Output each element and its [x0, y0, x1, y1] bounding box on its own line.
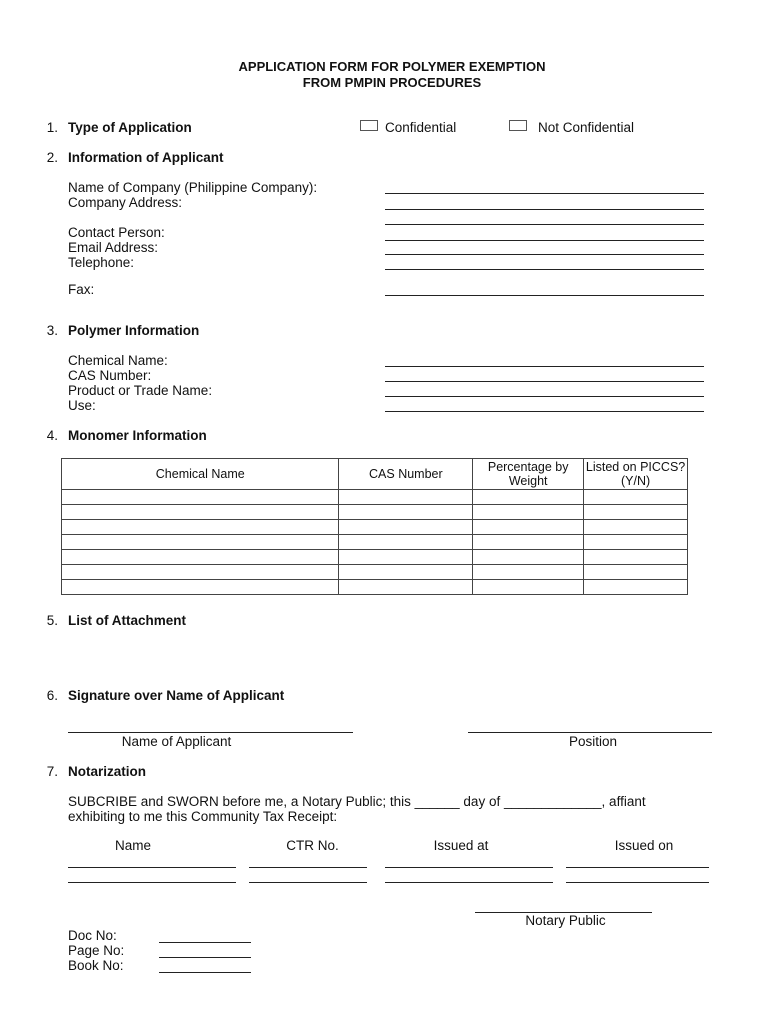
fax-field[interactable] [385, 295, 704, 296]
telephone-field[interactable] [385, 269, 704, 270]
monomer-table-header [62, 459, 688, 490]
contact-person-field[interactable] [385, 240, 704, 241]
table-row [62, 565, 688, 580]
book-no-field[interactable] [159, 972, 251, 973]
table-cell[interactable] [339, 505, 473, 520]
section4-number: 4. [46, 428, 58, 443]
company-address-field-2[interactable] [385, 224, 704, 225]
section2-number: 2. [46, 150, 58, 165]
table-cell[interactable] [62, 565, 339, 580]
table-row [62, 520, 688, 535]
table-row [62, 580, 688, 595]
section5-number: 5. [46, 613, 58, 628]
col-cas-number: CAS Number [339, 459, 473, 490]
table-cell[interactable] [62, 535, 339, 550]
table-cell[interactable] [473, 580, 584, 595]
ctr-number-header: CTR No. [286, 838, 339, 853]
chemical-name-label: Chemical Name: [68, 353, 168, 368]
col-percentage: Percentage by Weight [473, 459, 584, 490]
table-cell[interactable] [473, 535, 584, 550]
ctr-issued-at-field[interactable] [385, 867, 553, 868]
table-cell[interactable] [339, 580, 473, 595]
table-cell[interactable] [339, 490, 473, 505]
col-listed-piccs: Listed on PICCS? (Y/N) [584, 459, 688, 490]
not-confidential-checkbox[interactable] [509, 120, 527, 131]
position-label: Position [568, 734, 618, 749]
section3-heading: Polymer Information [68, 323, 200, 338]
table-cell[interactable] [339, 535, 473, 550]
form-title-line1: APPLICATION FORM FOR POLYMER EXEMPTION [238, 59, 546, 74]
ctr-issued-at-header: Issued at [433, 838, 489, 853]
applicant-name-signature-line[interactable] [68, 732, 353, 733]
section6-number: 6. [46, 688, 58, 703]
doc-no-field[interactable] [159, 942, 251, 943]
table-row [62, 535, 688, 550]
ctr-issued-at-field-2[interactable] [385, 882, 553, 883]
oath-text-line2: exhibiting to me this Community Tax Receipt: [68, 809, 338, 824]
form-title-line2: FROM PMPIN PROCEDURES [302, 75, 482, 90]
company-address-field[interactable] [385, 209, 704, 210]
telephone-label: Telephone: [68, 255, 135, 270]
table-cell[interactable] [62, 520, 339, 535]
use-label: Use: [68, 398, 96, 413]
table-cell[interactable] [584, 550, 688, 565]
not-confidential-label: Not Confidential [538, 120, 635, 135]
email-field[interactable] [385, 254, 704, 255]
table-cell[interactable] [584, 565, 688, 580]
section1-heading: Type of Application [68, 120, 192, 135]
table-row [62, 490, 688, 505]
ctr-number-field-2[interactable] [249, 882, 367, 883]
book-no-label: Book No: [68, 958, 124, 973]
section1-number: 1. [46, 120, 58, 135]
section2-heading: Information of Applicant [68, 150, 224, 165]
table-cell[interactable] [584, 580, 688, 595]
oath-text-line1: SUBCRIBE and SWORN before me, a Notary Public; this ______ day of _____________, affiant [68, 794, 646, 809]
page-no-label: Page No: [68, 943, 125, 958]
name-of-applicant-label: Name of Applicant [121, 734, 232, 749]
table-row [62, 550, 688, 565]
company-name-field[interactable] [385, 193, 704, 194]
col-chemical-name: Chemical Name [62, 459, 339, 490]
ctr-issued-on-header: Issued on [614, 838, 674, 853]
section7-heading: Notarization [68, 764, 147, 779]
ctr-number-field[interactable] [249, 867, 367, 868]
table-cell[interactable] [584, 535, 688, 550]
table-cell[interactable] [62, 490, 339, 505]
doc-no-label: Doc No: [68, 928, 117, 943]
table-cell[interactable] [339, 520, 473, 535]
table-cell[interactable] [473, 565, 584, 580]
table-cell[interactable] [473, 505, 584, 520]
table-cell[interactable] [339, 550, 473, 565]
table-cell[interactable] [339, 565, 473, 580]
notary-public-label: Notary Public [525, 913, 606, 928]
trade-name-field[interactable] [385, 396, 704, 397]
table-row [62, 505, 688, 520]
company-address-label: Company Address: [68, 195, 183, 210]
position-signature-line[interactable] [468, 732, 712, 733]
table-cell[interactable] [584, 505, 688, 520]
cas-number-label: CAS Number: [68, 368, 152, 383]
table-cell[interactable] [473, 490, 584, 505]
section6-heading: Signature over Name of Applicant [68, 688, 285, 703]
fax-label: Fax: [68, 282, 95, 297]
table-cell[interactable] [473, 550, 584, 565]
use-field[interactable] [385, 411, 704, 412]
table-cell[interactable] [62, 505, 339, 520]
ctr-name-field[interactable] [68, 867, 236, 868]
contact-person-label: Contact Person: [68, 225, 165, 240]
cas-number-field[interactable] [385, 381, 704, 382]
monomer-table [61, 458, 688, 595]
ctr-name-field-2[interactable] [68, 882, 236, 883]
confidential-checkbox[interactable] [360, 120, 378, 131]
table-cell[interactable] [62, 580, 339, 595]
company-name-label: Name of Company (Philippine Company): [68, 180, 318, 195]
trade-name-label: Product or Trade Name: [68, 383, 213, 398]
section3-number: 3. [46, 323, 58, 338]
section7-number: 7. [46, 764, 58, 779]
email-label: Email Address: [68, 240, 159, 255]
ctr-issued-on-field[interactable] [566, 867, 709, 868]
page-no-field[interactable] [159, 957, 251, 958]
ctr-issued-on-field-2[interactable] [566, 882, 709, 883]
ctr-name-header: Name [114, 838, 151, 853]
section4-heading: Monomer Information [68, 428, 207, 443]
table-cell[interactable] [473, 520, 584, 535]
table-cell[interactable] [584, 490, 688, 505]
table-cell[interactable] [584, 520, 688, 535]
section5-heading: List of Attachment [68, 613, 186, 628]
table-cell[interactable] [62, 550, 339, 565]
chemical-name-field[interactable] [385, 366, 704, 367]
confidential-label: Confidential [385, 120, 457, 135]
